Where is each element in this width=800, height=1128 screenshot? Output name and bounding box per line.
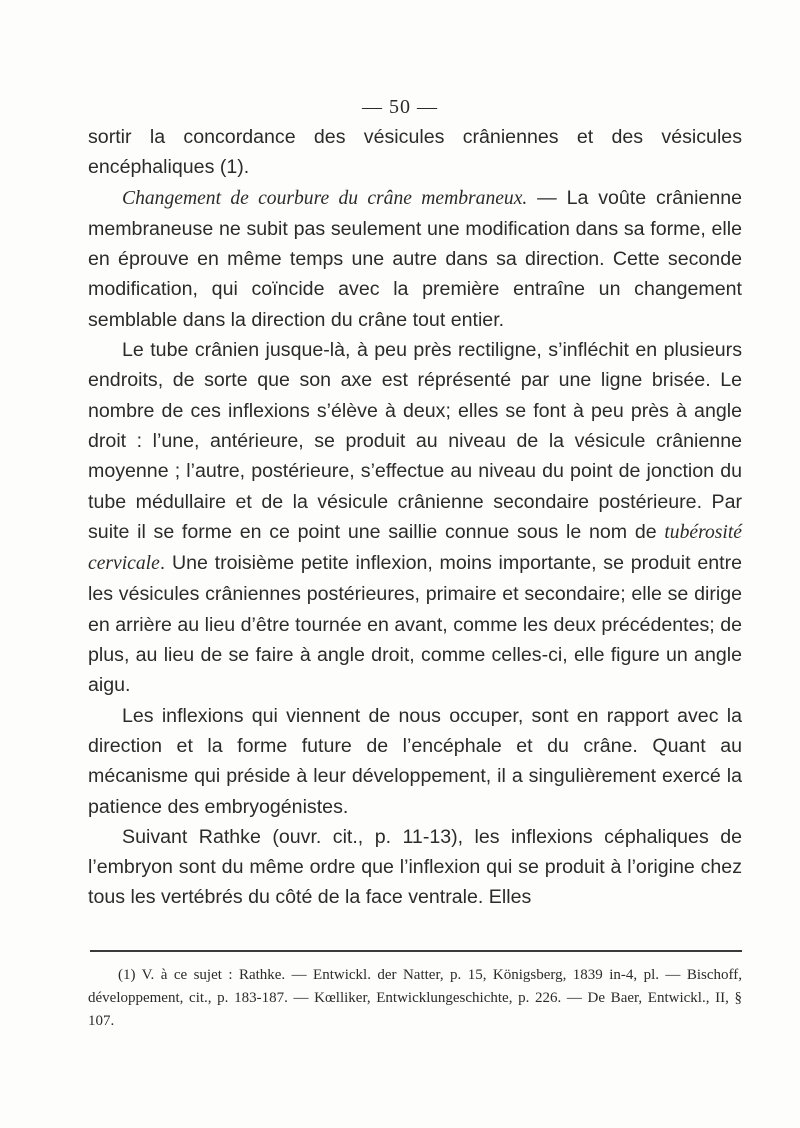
paragraph-text: . Une troisième petite inflexion, moins importante, se produit entre les vésicules crâniennes postérieures, primaire et secondaire; elle se dirige en arrière au lieu d’être tournée en avant, comme les deux précédentes; de plus, au lieu de se faire à angle droit, comme celles-ci, elle figure un angle aigu. (88, 552, 742, 697)
body-text (88, 122, 742, 913)
paragraph-mechanism: Les inflexions qui viennent de nous occuper, sont en rapport avec la direction et la forme future de l’encéphale et du crâne. Quant au mécanisme qui préside à leur développement, il a singulièrement exercé la patience des embryogénistes. (88, 704, 742, 818)
paragraph-text: Le tube crânien jusque-là, à peu près rectiligne, s’infléchit en plusieurs endroits, de sorte que son axe est réprésenté par une ligne brisée. Le nombre de ces inflexions s’élève à deux; elles se font à peu près à angle droit : l’une, antérieure, se produit au niveau de la vésicule crânienne moyenne ; l’autre, postérieure, s’effectue au niveau du point de jonction du tube médullaire et de la vésicule crânienne secondaire postérieure. Par suite il se forme en ce point une saillie connue sous le nom de (88, 339, 742, 543)
section-heading: Changement de courbure du crâne membraneux. (122, 187, 528, 209)
paragraph-text: — La voûte crânienne membraneuse ne subit pas seulement une modification dans sa forme, elle en éprouve en même temps une autre dans sa direction. Cette seconde modification, qui coïncide avec la première entraîne un changement semblable dans la direction du crâne tout entier. (88, 186, 743, 331)
footnote-divider (90, 950, 742, 952)
footnote (88, 964, 742, 1033)
paragraph-curvature-change (88, 183, 742, 335)
emphasized-term: tubérosité cervicale (88, 521, 742, 575)
paragraph-inflexions (88, 335, 742, 701)
footnote-text: (1) V. à ce sujet : Rathke. — Entwickl. der Natter, p. 15, Königsberg, 1839 in-4, pl. — Bischoff, développement, cit., p. 183-187. — Kœlliker, Entwicklungeschichte, p. 226. — De Baer, Entwickl., II, § 107. (88, 967, 742, 1029)
page-number: — 50 — (362, 96, 438, 118)
paragraph-rathke: Suivant Rathke (ouvr. cit., p. 11-13), les inflexions céphaliques de l’embryon sont du même ordre que l’inflexion qui se produit à l’origine chez tous les vertébrés du côté de la face ventrale. Elles (88, 825, 742, 909)
paragraph-continuation: sortir la concordance des vésicules crâniennes et des vésicules encéphaliques (1). (88, 126, 742, 179)
